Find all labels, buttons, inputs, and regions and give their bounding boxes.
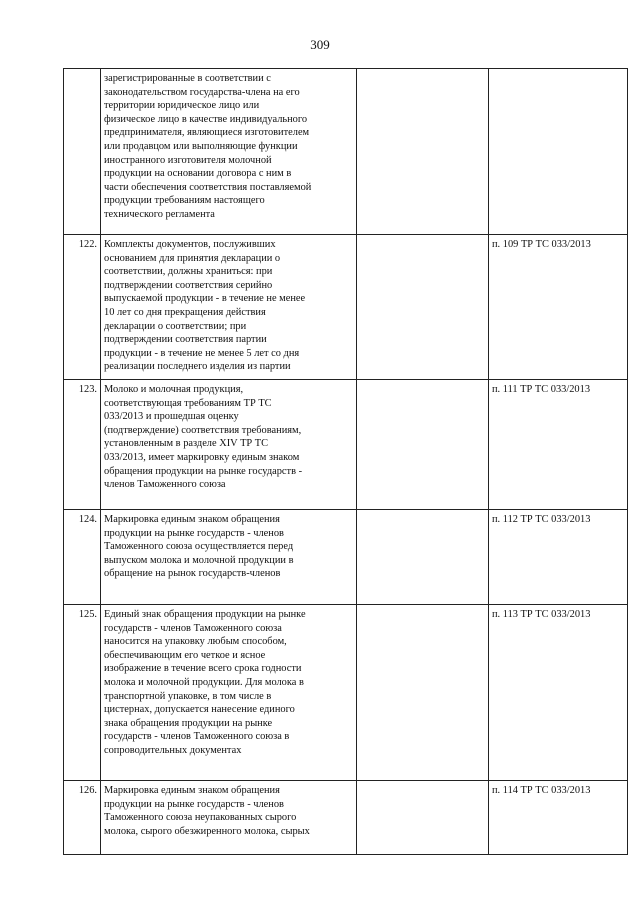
empty-cell	[357, 780, 489, 854]
requirement-text-line: физическое лицо в качестве индивидуального	[104, 113, 308, 125]
requirement-text-line: Маркировка единым знаком обращения	[104, 784, 280, 796]
table-row	[64, 235, 628, 380]
empty-cell	[357, 604, 489, 780]
requirement-text-line: декларации о соответствии; при	[104, 320, 247, 332]
requirement-text-line: обеспечивающим его четкое и ясное	[104, 649, 266, 661]
requirement-text-line: технического регламента	[104, 208, 215, 220]
requirement-text-line: или продавцом или выполняющие функции	[104, 140, 298, 152]
empty-cell	[357, 69, 489, 235]
requirement-text-line: обращение на рынок государств-членов	[104, 568, 281, 580]
empty-cell	[357, 235, 489, 380]
requirement-text-line: продукции - в течение не менее 5 лет со дня	[104, 347, 300, 359]
empty-cell	[357, 379, 489, 509]
requirement-text-line: государств - членов Таможенного союза в	[104, 731, 290, 743]
requirement-text-line: продукции на основании договора с ним в	[104, 168, 292, 180]
table-row	[64, 379, 628, 509]
requirement-text	[101, 780, 357, 854]
requirement-text-line: продукции на рынке государств - членов	[104, 798, 284, 810]
regulation-reference: п. 109 ТР ТС 033/2013	[489, 235, 628, 380]
requirement-text-line: законодательством государства-члена на его	[104, 86, 300, 98]
requirement-text-line: зарегистрированные в соответствии с	[104, 73, 271, 84]
requirement-text-line: реализации последнего изделия из партии	[104, 361, 291, 373]
requirement-text-line: продукции на рынке государств - членов	[104, 527, 284, 539]
requirement-text-line: территории юридическое лицо или	[104, 100, 260, 112]
regulation-reference	[489, 69, 628, 235]
requirement-text-line: Таможенного союза осуществляется перед	[104, 541, 294, 553]
requirement-text-line: молока и молочной продукции. Для молока в	[104, 676, 304, 688]
requirement-text-line: сопроводительных документах	[104, 744, 242, 756]
row-number: 125.	[64, 604, 101, 780]
regulation-reference: п. 112 ТР ТС 033/2013	[489, 509, 628, 604]
requirement-text-line: транспортной упаковке, в том числе в	[104, 690, 272, 702]
row-number	[64, 69, 101, 235]
requirement-text-line: изображение в течение всего срока годности	[104, 663, 302, 675]
row-number: 124.	[64, 509, 101, 604]
requirement-text-line: подтверждении соответствия серийно	[104, 279, 273, 291]
requirement-text-line: установленным в разделе XIV ТР ТС	[104, 438, 269, 450]
table-row	[64, 69, 628, 235]
requirement-text-line: членов Таможенного союза	[104, 479, 226, 491]
requirement-text-line: соответствующая требованиям ТР ТС	[104, 397, 272, 409]
row-number: 126.	[64, 780, 101, 854]
requirement-text-line: 033/2013 и прошедшая оценку	[104, 411, 239, 423]
requirement-text-line: Маркировка единым знаком обращения	[104, 513, 280, 525]
regulation-reference: п. 113 ТР ТС 033/2013	[489, 604, 628, 780]
requirement-text-line: выпускаемой продукции - в течение не менее	[104, 293, 306, 305]
table-row	[64, 604, 628, 780]
regulation-reference: п. 111 ТР ТС 033/2013	[489, 379, 628, 509]
requirement-text-line: части обеспечения соответствия поставляемой	[104, 181, 312, 193]
requirement-text	[101, 604, 357, 780]
requirement-text-line: Единый знак обращения продукции на рынке	[104, 608, 306, 620]
requirements-table	[63, 68, 628, 855]
requirement-text-line: иностранного изготовителя молочной	[104, 154, 272, 166]
requirement-text-line: 10 лет со дня прекращения действия	[104, 306, 266, 318]
regulation-reference: п. 114 ТР ТС 033/2013	[489, 780, 628, 854]
requirement-text-line: наносится на упаковку любым способом,	[104, 636, 287, 648]
requirement-text-line: цистернах, допускается нанесение единого	[104, 704, 295, 716]
requirement-text-line: подтверждении соответствия партии	[104, 334, 267, 346]
page-number: 309	[310, 37, 330, 52]
requirement-text-line: соответствии, должны храниться: при	[104, 266, 273, 278]
requirement-text-line: знака обращения продукции на рынке	[104, 717, 273, 729]
requirement-text-line: Молоко и молочная продукция,	[104, 383, 244, 395]
table-row	[64, 509, 628, 604]
requirement-text	[101, 379, 357, 509]
table-row	[64, 780, 628, 854]
requirement-text	[101, 69, 357, 235]
requirement-text-line: молока, сырого обезжиренного молока, сырых	[104, 825, 310, 837]
row-number: 123.	[64, 379, 101, 509]
requirement-text-line: 033/2013, имеет маркировку единым знаком	[104, 451, 300, 463]
requirement-text-line: Комплекты документов, послуживших	[104, 239, 276, 250]
requirement-text	[101, 509, 357, 604]
requirement-text-line: (подтверждение) соответствия требованиям,	[104, 424, 302, 436]
requirement-text-line: государств - членов Таможенного союза	[104, 622, 282, 634]
empty-cell	[357, 509, 489, 604]
requirement-text-line: основанием для принятия декларации о	[104, 252, 281, 264]
requirement-text-line: предпринимателя, являющиеся изготовителем	[104, 127, 310, 139]
requirement-text-line: выпуском молока и молочной продукции в	[104, 554, 294, 566]
requirement-text-line: обращения продукции на рынке государств -	[104, 465, 303, 477]
requirement-text-line: продукции требованиям настоящего	[104, 195, 265, 207]
requirement-text	[101, 235, 357, 380]
row-number: 122.	[64, 235, 101, 380]
requirement-text-line: Таможенного союза неупакованных сырого	[104, 812, 297, 824]
